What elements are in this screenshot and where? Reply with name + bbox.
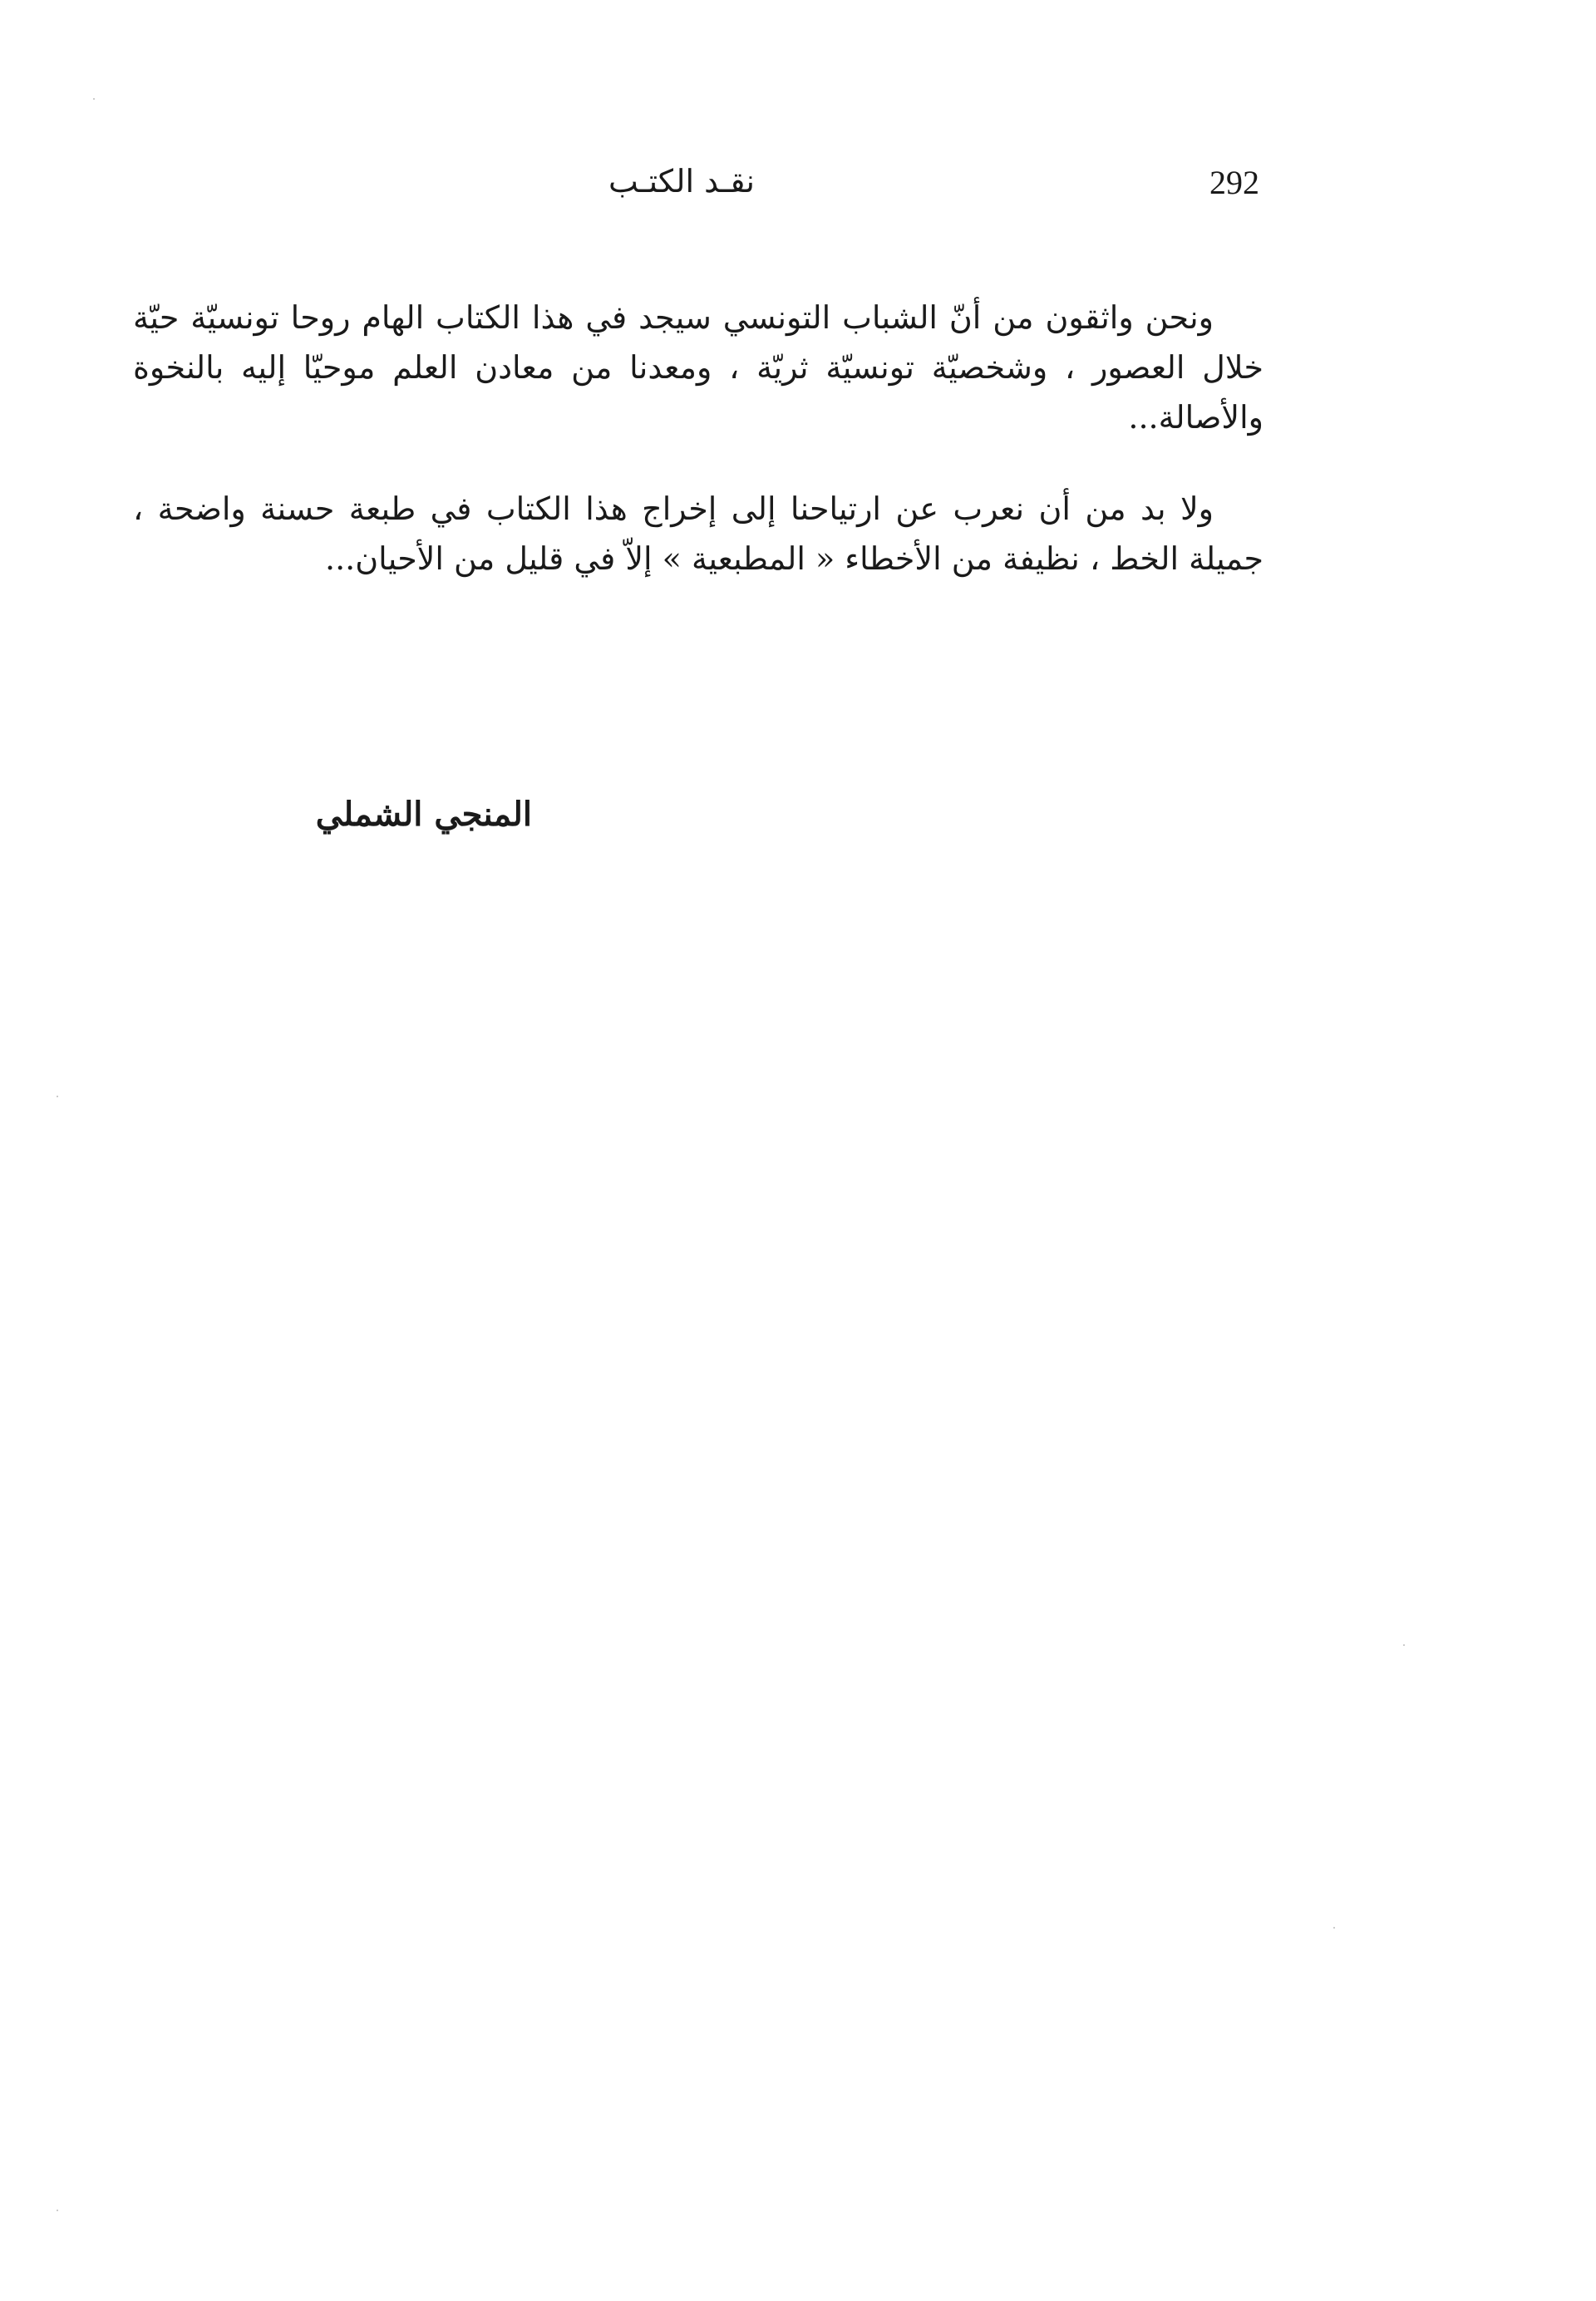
scan-speck [93, 98, 95, 100]
paragraph-2 [133, 484, 1264, 584]
paragraph-1 [133, 293, 1264, 442]
scan-speck [57, 2210, 58, 2211]
author-signature: المنجي الشملي [315, 795, 532, 834]
scan-speck [1403, 1644, 1405, 1646]
page-number: 292 [1209, 164, 1259, 201]
scan-speck [57, 1096, 58, 1097]
paragraph-2-text: ولا بد من أن نعرب عن ارتياحنا إلى إخراج هذا الكتاب في طبعة حسنة واضحة ، جميلة الخط ، نظيفة من الأخطاء « المطبعية » إلاّ في قليل من الأحيان... [133, 490, 1264, 577]
body-text [133, 293, 1264, 625]
paragraph-1-text: ونحن واثقون من أنّ الشباب التونسي سيجد في هذا الكتاب الهام روحا تونسيّة حيّة خلال العصور ، وشخصيّة تونسيّة ثريّة ، ومعدنا من معادن العلم موحيّا إليه بالنخوة والأصالة... [133, 299, 1264, 436]
running-title: نقـد الكتـب [608, 163, 755, 200]
scan-speck [1333, 1927, 1335, 1929]
